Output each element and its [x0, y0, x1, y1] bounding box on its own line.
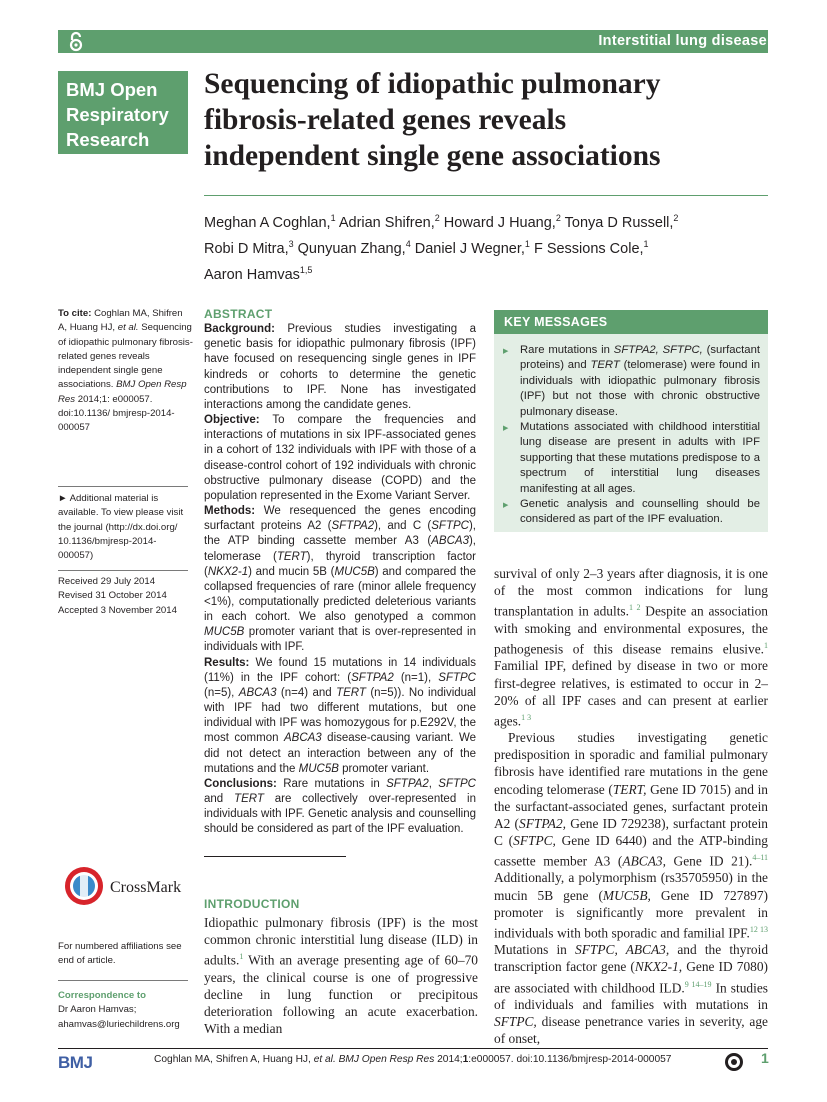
key-message: ▶ Genetic analysis and counselling should be considered as part of the IPF evaluation.: [503, 497, 760, 528]
correspondence-email[interactable]: ahamvas@luriechildrens.org: [58, 1018, 180, 1030]
author-name: Meghan A Coghlan,: [204, 214, 331, 231]
author-name: Adrian Shifren,: [338, 214, 435, 231]
footer-citation: Coghlan MA, Shifren A, Huang HJ, et al. BMJ Open Resp Res 2014;1:e000057. doi:10.1136/bmjresp-2014-000057: [154, 1054, 672, 1065]
bmj-logo: BMJ: [58, 1053, 93, 1072]
key-messages-heading: KEY MESSAGES: [494, 310, 768, 334]
author-name: Aaron Hamvas: [204, 266, 300, 283]
journal-line: Respiratory: [66, 104, 169, 125]
abstract-methods: Methods: We resequenced the genes encoding surfactant proteins A2 (SFTPA2), and C (SFTPC), the ATP binding cassette member A3 (ABCA3), telomerase (TERT), thyroid transcription factor (NKX2-1) and mucin 5B (MUC5B) and compared the collapsed frequencies of rare (minor allele frequency <1%), computationally predicted deleterious variants in each cohort. We also genotyped a common MUC5B promoter variant that is over-represented in individuals with IPF.: [204, 505, 476, 654]
abstract-conclusions: Conclusions: Rare mutations in SFTPA2, SFTPC and TERT are collectively over-represented in individuals with IPF. Genetic analysis and counselling should be considered as part of the IPF evaluation.: [204, 777, 477, 836]
sidebar-divider: [58, 980, 188, 981]
section-tag: Interstitial lung disease: [598, 33, 767, 49]
sidebar-divider: [58, 570, 188, 571]
author-affil: 1: [330, 213, 336, 223]
citation-ref[interactable]: 1: [239, 952, 244, 962]
paragraph: survival of only 2–3 years after diagnosis, it is one of the most common indications for lung transplantation in adults.$^{1 2}$ Despite an association with smoking and environmental exposures, the pathogenesis of this disease remains elusive.$^1$ Familial IPF, defined by disease in two or more first-degree relatives, is estimated to occur in 2–20% of all IPF cases and can present at earlier ages.$^{1 3}$: [494, 566, 768, 729]
introduction-text: Idiopathic pulmonary fibrosis (IPF) is the most common chronic interstitial lung disease (ILD) in adults.$^1$ With an average presenting age of 60–70 years, the clinical course is one of progressive decline in lung function or precipitous deterioration following an acute exacerbation. With a median: [204, 915, 478, 1037]
author-affil: 3: [288, 238, 294, 249]
author-name: F Sessions Cole,: [533, 240, 644, 257]
additional-material-link[interactable]: ► Additional material is available. To view please visit the journal (http://dx.doi.org/ 10.1136/bmjresp-2014- 000057): [58, 493, 184, 562]
received-date: Received 29 July 2014: [58, 576, 156, 587]
cite-journal: BMJ Open Resp Res: [58, 379, 187, 405]
article-title: [204, 66, 774, 174]
footer-divider: [58, 1048, 768, 1049]
journal-logo: [58, 71, 188, 154]
abstract-objective: Objective: To compare the frequencies and interactions of mutations in six IPF-associated genes in a cohort of 132 individuals with IPF with those of a disease-control cohort of 192 individuals with chronic obstructive pulmonary disease (COPD) and the population represented in the Exome Variant Server.: [204, 414, 476, 502]
citation-ref[interactable]: 9 14–19: [684, 979, 712, 989]
accepted-date: Accepted 3 November 2014: [58, 604, 177, 616]
author-list: [204, 208, 774, 285]
crossmark-label: CrossMark: [110, 879, 182, 896]
open-access-icon: [66, 31, 86, 52]
journal-line: Research: [66, 129, 150, 150]
crossmark-badge[interactable]: [62, 866, 192, 906]
abstract-background: Background: Previous studies investigating a genetic basis for idiopathic pulmonary fibrosis (IPF) have focused on resequencing single genes in IPF kindreds or cohorts to determine the genetic contributions to IPF. None has investigated interactions among the candidate genes.: [204, 323, 476, 411]
dates-block: [58, 575, 193, 618]
author-name: Howard J Huang,: [443, 214, 556, 231]
journal-line: BMJ Open: [66, 79, 158, 100]
author-affil: 2: [673, 213, 679, 223]
correspondence-name: Dr Aaron Hamvas;: [58, 1004, 137, 1016]
author-name: Tonya D Russell,: [564, 214, 674, 231]
sidebar-divider: [58, 486, 188, 487]
key-message: ▶ Rare mutations in SFTPA2, SFTPC, (surfactant proteins) and TERT (telomerase) were found in individuals with idiopathic pulmonary fibrosis (IPF) but not those with chronic obstructive pulmonary disease.: [503, 343, 760, 420]
author-affil: 1: [643, 238, 649, 249]
citation-ref[interactable]: 12 13: [749, 924, 769, 934]
author-name: Robi D Mitra,: [204, 240, 289, 257]
cite-names: Coghlan MA, Shifren A, Huang HJ,: [58, 308, 183, 334]
citation-ref[interactable]: 1 3: [521, 712, 532, 722]
additional-material[interactable]: [58, 492, 193, 563]
cite-etal: et al.: [117, 322, 139, 334]
affiliations-note: [58, 940, 193, 969]
title-line: Sequencing of idiopathic pulmonary: [204, 68, 661, 100]
key-message: ▶ Mutations associated with childhood interstitial lung disease are present in adults with IPF supporting that these mutations predispose to a spectrum of interstitial lung diseases manifesting at all ages.: [503, 420, 760, 497]
title-line: fibrosis-related genes reveals: [204, 104, 567, 136]
author-affil: 2: [434, 213, 440, 223]
title-line: independent single gene associations: [204, 140, 661, 172]
introduction-heading: INTRODUCTION: [204, 897, 300, 911]
seal-icon: [724, 1052, 744, 1072]
author-affil: 1: [524, 238, 530, 249]
correspondence-block: [58, 989, 193, 1032]
body-text-right: [494, 565, 768, 1047]
key-messages-list: [503, 343, 760, 528]
citation-ref[interactable]: 4–11: [752, 852, 769, 862]
cite-label: To cite:: [58, 308, 92, 319]
author-affil: 1,5: [299, 264, 313, 275]
page-number: 1: [761, 1050, 769, 1066]
revised-date: Revised 31 October 2014: [58, 590, 167, 602]
affiliations-text: For numbered affiliations see end of article.: [58, 941, 182, 967]
abstract-heading: ABSTRACT: [204, 307, 273, 321]
title-divider: [204, 195, 768, 196]
citation-ref[interactable]: 1 2: [628, 603, 641, 613]
cite-body: Sequencing of idiopathic pulmonary fibrosis-related genes reveals independent single gene associations.: [58, 322, 193, 391]
author-name: Daniel J Wegner,: [414, 240, 525, 257]
citation-block: [58, 307, 193, 436]
author-affil: 2: [555, 213, 561, 223]
author-name: Qunyuan Zhang,: [297, 240, 406, 257]
abstract-divider: [204, 856, 346, 857]
cite-ref: 2014;1: e000057. doi:10.1136/ bmjresp-2014-000057: [58, 393, 175, 434]
author-affil: 4: [405, 238, 411, 249]
abstract-results: Results: We found 15 mutations in 14 individuals (11%) in the IPF cohort: (SFTPA2 (n=1), SFTPC (n=5), ABCA3 (n=4) and TERT (n=5)). No individual with IPF had two different mutations, but one individual with IPF was homozygous for p.E292V, the most common ABCA3 disease-causing variant. We did not detect an interaction between any of the mutations and the MUC5B promoter variant.: [204, 656, 476, 775]
correspondence-label: Correspondence to: [58, 990, 146, 1001]
abstract: [204, 307, 476, 837]
paragraph: Previous studies investigating genetic predisposition in sporadic and familial pulmonary fibrosis have identified rare mutations in the gene encoding telomerase (TERT, Gene ID 7015) and in the surfactant-associated genes, surfactant protein A2 (SFTPA2, Gene ID 729238), surfactant protein C (SFTPC, Gene ID 6440) and the ATP-binding cassette member A3 (ABCA3, Gene ID 21).$^{4-11}$ Additionally, a polymorphism (rs35705950) in the mucin 5B gene (MUC5B, Gene ID 727897) promoter is significantly more prevalent in individuals with both sporadic and familial IPF.$^{12 13}$ Mutations in SFTPC, ABCA3, and the thyroid transcription factor gene (NKX2-1, Gene ID 7080) are associated with childhood ILD.$^{9 14-19}$ In studies of individuals and families with mutations in SFTPC, disease penetrance varies in severity, age of onset,: [494, 730, 769, 1047]
citation-ref[interactable]: 1: [764, 640, 768, 650]
